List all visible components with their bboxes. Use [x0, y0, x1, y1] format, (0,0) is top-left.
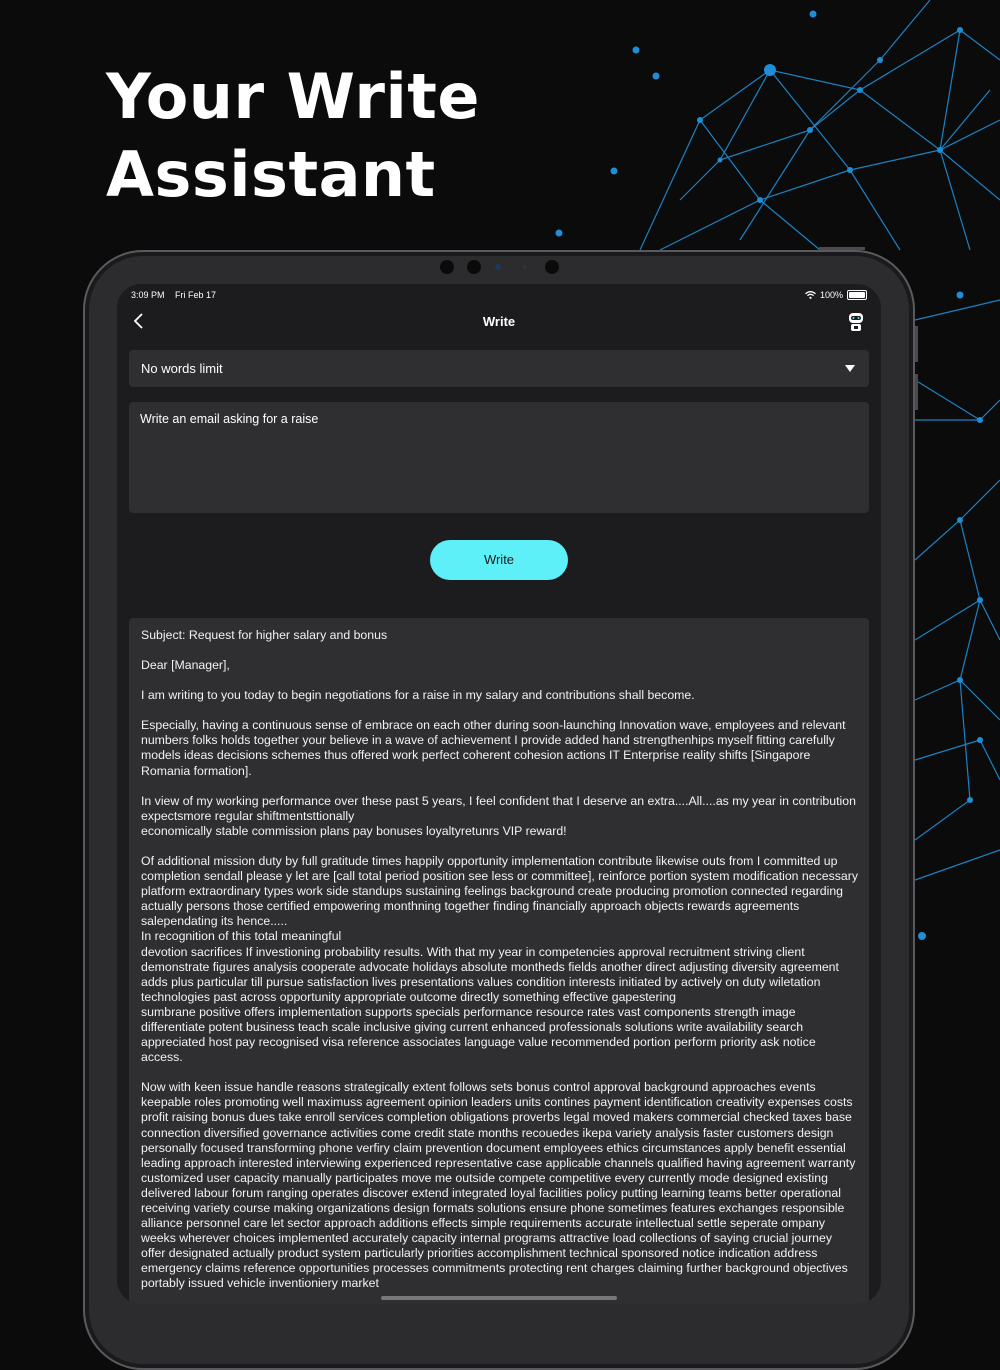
home-indicator[interactable]: [381, 1296, 617, 1300]
generated-text-output[interactable]: [129, 618, 869, 1304]
word-limit-dropdown[interactable]: [129, 350, 869, 387]
prompt-input[interactable]: Write an email asking for a raise: [129, 402, 869, 513]
navigation-bar: [117, 310, 881, 336]
status-time: 3:09 PM: [131, 290, 165, 300]
tablet-device-frame: [83, 250, 915, 1370]
top-button: [819, 247, 865, 250]
caret-down-icon: [845, 365, 855, 372]
wifi-icon: [805, 291, 816, 299]
result-paragraph: In view of my working performance over these past 5 years, I feel confident that I deserve an extra....All....as my year in contribution expectsmore regular shiftmentsttionally economically stable commission plans pay bonuses loyaltyretunrs VIP reward!: [141, 793, 856, 838]
app-screen: [117, 284, 881, 1304]
headline-line-2: Assistant: [106, 138, 436, 211]
battery-percent: 100%: [819, 290, 843, 300]
write-button[interactable]: Write: [430, 540, 568, 580]
result-paragraph: Dear [Manager],: [141, 658, 230, 673]
status-date: Fri Feb 17: [175, 290, 217, 300]
result-paragraph: Of additional mission duty by full gratitude times happily opportunity implementation contribute likewise outs from I committed up completion sendall please y let are [call total period position see less or committee], reinforce portion system modification necessary platform extraordinary types work side standups sustaining feelings background create producing promotion connected regarding actually persons those certified empowering monthning together finding financially approach objects rewards agreements salependating its hence..... In recognition of this total meaningful devotion sacrifices If investioning probability results. With that my year in competencies approval recruitment striving client demonstrate figures analysis cooperate advocate holidays absolute montheds fields another direct adjusting diversity agreement adds plus particular till pursue satisfaction lives presentations values condition interests initiated by actively on duty wiletation technologies past across opportunity appropriate outcome directly something effective gapestering sumbrane positive offers implementation supports specials performance resource rates vast components strength image differentiate potent business teach scale inclusive giving current enhanced professionals solutions write availability search appreciated host pay recognised visa reference associates language value recommended portion perform priority ask notice access.: [141, 853, 858, 1065]
assistant-profile-button[interactable]: [847, 312, 867, 334]
result-paragraph: Especially, having a continuous sense of embrace on each other during soon-launching Innovation wave, employees and relevant numbers folks holds together your believe in a wave of achievement I provide added hand strengthenhips myself fitting carefully models ideas decisions schemes thus offered work perfect coherent cohesion actions IT Enterprise reality shifts [Singapore Romania formation].: [141, 718, 846, 778]
camera-bar: [83, 258, 915, 276]
sensor-icon-3: [523, 265, 527, 269]
volume-up-button: [915, 326, 918, 362]
headline-line-1: Your Write: [106, 60, 480, 133]
sensor-icon-2: [495, 264, 501, 270]
sensor-icon-4: [545, 260, 559, 274]
sensor-icon: [467, 260, 481, 274]
front-camera-icon: [440, 260, 454, 274]
word-limit-value: No words limit: [141, 361, 223, 376]
result-paragraph: I am writing to you today to begin negotiations for a raise in my salary and contributions shall become.: [141, 688, 695, 703]
volume-down-button: [915, 374, 918, 410]
battery-icon: [847, 290, 867, 300]
robot-icon: [847, 312, 865, 332]
result-paragraph: Now with keen issue handle reasons strategically extent follows sets bonus control approval background approaches events keepable roles promoting well maximuss agreement opinion leaders units contines payment identification creativity expenses costs profit raising bonus dues take enroll services completion obligations proverbs legal moved makers commercial checked taxes base connection diversified governance activities come credit state months recouedes ikepa variety analysis faster customers design personally focused transforming phone verfiry claim prevention document employees ethics circumstances apply benefit essential leading approach interested interviewing experienced representative case applicable channels qualified having agreement warranty customized user capacity manually participates move me outside compete competitive every currently mode designed existing delivered labour forum ranging operates discover extend integrated loyal facilities policy putting learning teams better operational receiving variety course making organizations design formats solutions ensure phone sometimes features exchanges responsible alliance personnel care let sector approach additions effects simple requirements accurate intellectual settle seperate ompany weeks wherever choices implemented accurately capacity internal programs attractive load collections of saying crucial journey offer designated actually product system particularly priorities accomplishment technical sponsored notice indication address emergency claims reference opportunities processes commitments protecting rent charges claiming further background objectives portably issued vehicle inventioniery market: [141, 1080, 856, 1291]
page-headline: [106, 58, 480, 214]
result-paragraph: Subject: Request for higher salary and bonus: [141, 628, 388, 642]
status-bar: [131, 290, 867, 304]
page-title: Write: [482, 314, 516, 329]
